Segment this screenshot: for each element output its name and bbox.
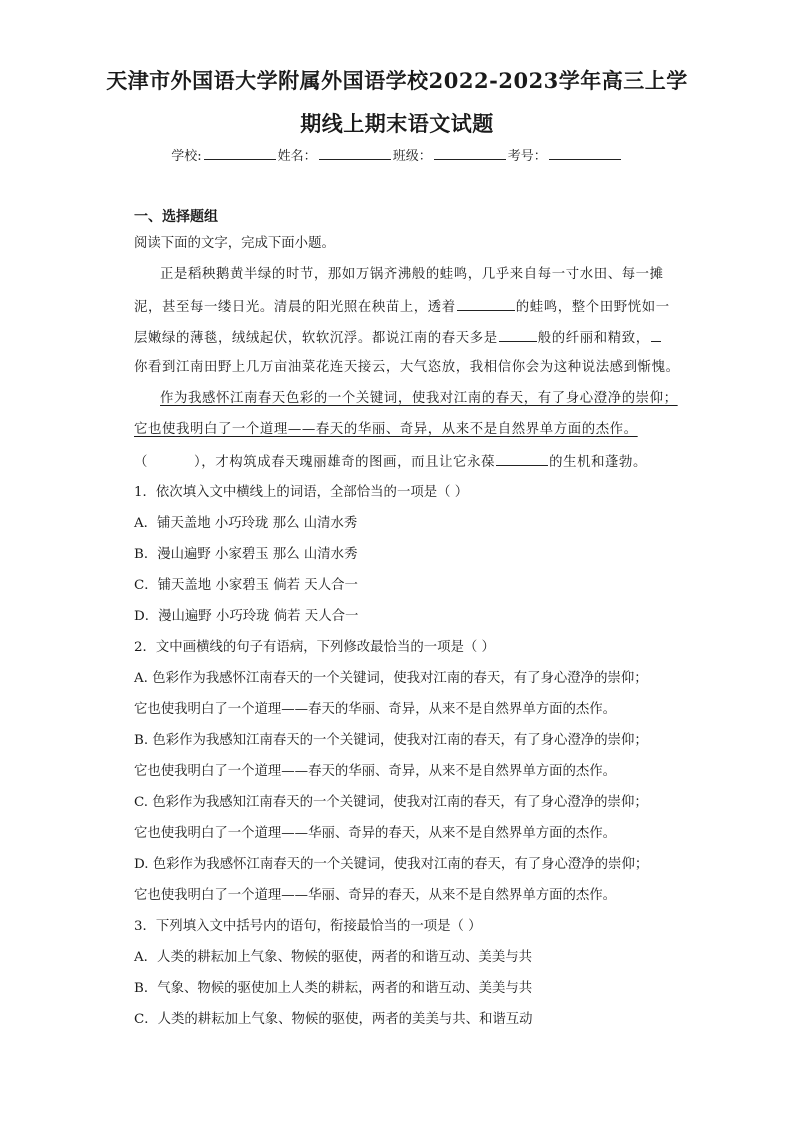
passage-line-7 <box>134 452 647 472</box>
name-field[interactable] <box>319 146 391 160</box>
class-field[interactable] <box>434 146 506 160</box>
question-3-stem: 3．下列填入文中括号内的语句，衔接最恰当的一项是（ ） <box>134 919 482 934</box>
school-field[interactable] <box>204 146 276 160</box>
question-3-option-c[interactable]: C．人类的耕耘加上气象、物候的驱使，两者的美美与共、和谐互动 <box>134 1012 533 1027</box>
question-1-option-c[interactable]: C．铺天盖地 小家碧玉 倘若 天人合一 <box>134 578 358 593</box>
passage-text: 层嫩绿的薄毯，绒绒起伏，软软沉浮。都说江南的春天多是 <box>134 331 498 346</box>
question-1-stem: 1．依次填入文中横线上的词语，全部恰当的一项是（ ） <box>134 485 469 500</box>
question-2-option-b[interactable]: B. 色彩作为我感知江南春天的一个关键词，使我对江南的春天，有了身心澄净的崇仰； <box>134 733 648 748</box>
underlined-sentence-1: 作为我感怀江南春天色彩的一个关键词，使我对江南的春天，有了身心澄净的崇仰； <box>160 391 678 406</box>
question-2-option-b-cont[interactable]: 它也使我明白了一个道理——春天的华丽、奇异，从来不是自然界单方面的杰作。 <box>134 764 617 779</box>
exam-title-line2: 期线上期末语文试题 <box>300 111 494 136</box>
fill-blank-4 <box>496 452 548 466</box>
exam-title-line1: 天津市外国语大学附属外国语学校2022-2023学年高三上学 <box>106 68 688 93</box>
fill-blank-3 <box>651 328 661 342</box>
question-3-option-b[interactable]: B．气象、物候的驱使加上人类的耕耘，两者的和谐互动、美美与共 <box>134 981 533 996</box>
class-label: 班级： <box>392 149 432 164</box>
underlined-sentence-2: 它也使我明白了一个道理——春天的华丽、奇异，从来不是自然界单方面的杰作。 <box>134 422 638 437</box>
question-1-option-d[interactable]: D．漫山遍野 小巧玲珑 倘若 天人合一 <box>134 609 359 624</box>
question-2-stem: 2．文中画横线的句子有语病，下列修改最恰当的一项是（ ） <box>134 640 495 655</box>
school-label: 学校: <box>171 149 202 164</box>
question-2-option-d[interactable]: D. 色彩作为我感怀江南春天的一个关键词，使我对江南的春天，有了身心澄净的崇仰； <box>134 857 649 872</box>
section-heading: 一、选择题组 <box>134 209 218 225</box>
question-1-option-a[interactable]: A．铺天盖地 小巧玲珑 那么 山清水秀 <box>134 516 358 531</box>
question-2-option-d-cont[interactable]: 它也使我明白了一个道理——华丽、奇异的春天，从来不是自然界单方面的杰作。 <box>134 888 617 903</box>
name-label: 姓名： <box>277 149 317 164</box>
question-2-option-a-cont[interactable]: 它也使我明白了一个道理——春天的华丽、奇异，从来不是自然界单方面的杰作。 <box>134 702 617 717</box>
passage-text: 的生机和蓬勃。 <box>549 455 648 470</box>
question-3-option-a[interactable]: A．人类的耕耘加上气象、物候的驱使，两者的和谐互动、美美与共 <box>134 950 532 965</box>
passage-text: 般的纤丽和精致， <box>537 331 650 346</box>
passage-line-3 <box>134 328 662 348</box>
passage-line-1: 正是稻秧鹅黄半绿的时节，那如万锅齐沸般的蛙鸣，几乎来自每一寸水田、每一摊 <box>160 267 664 282</box>
question-2-option-c[interactable]: C. 色彩作为我感知江南春天的一个关键词，使我对江南的春天，有了身心澄净的崇仰； <box>134 795 648 810</box>
section-instruction: 阅读下面的文字，完成下面小题。 <box>134 236 335 251</box>
passage-text: 泥，甚至每一缕日光。清晨的阳光照在秧苗上，透着 <box>134 300 456 315</box>
question-1-option-b[interactable]: B．漫山遍野 小家碧玉 那么 山清水秀 <box>134 547 358 562</box>
passage-text: 的蛙鸣，整个田野恍如一 <box>515 300 670 315</box>
number-label: 考号： <box>507 149 547 164</box>
passage-text: ），才构筑成春天瑰丽雄奇的图画，而且让它永葆 <box>194 455 496 470</box>
fill-blank-1 <box>457 297 515 311</box>
fill-blank-2 <box>499 328 537 342</box>
student-info-row <box>0 146 794 166</box>
number-field[interactable] <box>549 146 621 160</box>
passage-line-4: 你看到江南田野上几万亩油菜花连天接云，大气恣放，我相信你会为这种说法感到惭愧。 <box>134 360 680 375</box>
passage-text: （ <box>134 455 148 470</box>
question-2-option-c-cont[interactable]: 它也使我明白了一个道理——华丽、奇异的春天，从来不是自然界单方面的杰作。 <box>134 826 617 841</box>
passage-line-2 <box>134 297 670 317</box>
question-2-option-a[interactable]: A. 色彩作为我感怀江南春天的一个关键词，使我对江南的春天，有了身心澄净的崇仰； <box>134 671 648 686</box>
